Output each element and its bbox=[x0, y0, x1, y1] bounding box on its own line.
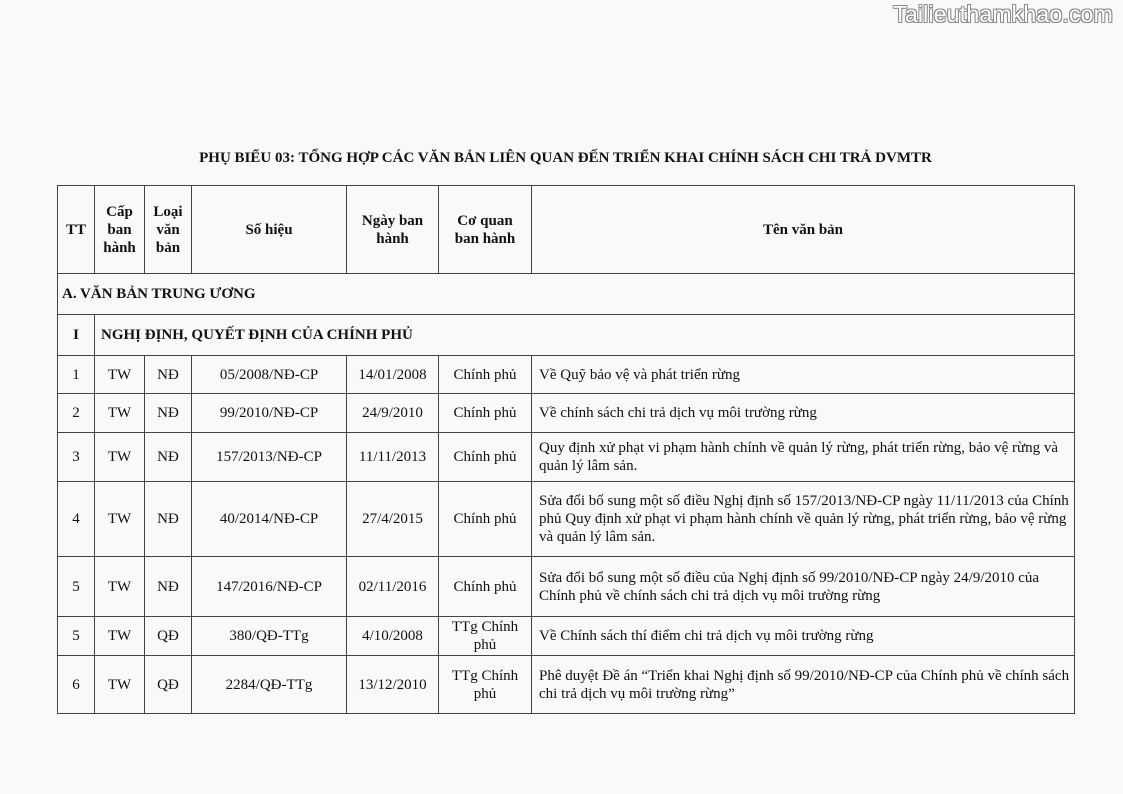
header-ngay-ban-hanh: Ngày ban hành bbox=[347, 186, 439, 274]
cell-so-hieu: 99/2010/NĐ-CP bbox=[192, 394, 347, 433]
table-row bbox=[58, 617, 1075, 656]
cell-ten-van-ban: Về Quỹ bảo vệ và phát triển rừng bbox=[532, 356, 1075, 394]
cell-ten-van-ban: Về chính sách chi trả dịch vụ môi trường rừng bbox=[532, 394, 1075, 433]
cell-cap: TW bbox=[95, 557, 145, 617]
table-row bbox=[58, 557, 1075, 617]
cell-tt: 2 bbox=[58, 394, 95, 433]
cell-loai: QĐ bbox=[145, 617, 192, 656]
cell-so-hieu: 157/2013/NĐ-CP bbox=[192, 433, 347, 482]
cell-so-hieu: 147/2016/NĐ-CP bbox=[192, 557, 347, 617]
cell-tt: 1 bbox=[58, 356, 95, 394]
subsection-title: NGHỊ ĐỊNH, QUYẾT ĐỊNH CỦA CHÍNH PHỦ bbox=[95, 315, 1075, 356]
cell-cap: TW bbox=[95, 394, 145, 433]
cell-cap: TW bbox=[95, 482, 145, 557]
table-row bbox=[58, 356, 1075, 394]
header-row bbox=[58, 186, 1075, 274]
cell-co-quan: Chính phủ bbox=[439, 482, 532, 557]
cell-ten-van-ban: Quy định xử phạt vi phạm hành chính về quản lý rừng, phát triển rừng, bảo vệ rừng và quản lý lâm sản. bbox=[532, 433, 1075, 482]
cell-co-quan: Chính phủ bbox=[439, 356, 532, 394]
cell-tt: 4 bbox=[58, 482, 95, 557]
cell-co-quan: TTg Chính phủ bbox=[439, 656, 532, 714]
cell-ngay: 14/01/2008 bbox=[347, 356, 439, 394]
cell-cap: TW bbox=[95, 433, 145, 482]
table-row bbox=[58, 394, 1075, 433]
subsection-number: I bbox=[58, 315, 95, 356]
cell-loai: NĐ bbox=[145, 482, 192, 557]
header-so-hieu: Số hiệu bbox=[192, 186, 347, 274]
documents-table bbox=[57, 185, 1075, 714]
document-title: PHỤ BIỂU 03: TỔNG HỢP CÁC VĂN BẢN LIÊN QUAN ĐẾN TRIỂN KHAI CHÍNH SÁCH CHI TRẢ DVMTR bbox=[199, 150, 932, 166]
table-row bbox=[58, 656, 1075, 714]
cell-co-quan: Chính phủ bbox=[439, 557, 532, 617]
cell-so-hieu: 2284/QĐ-TTg bbox=[192, 656, 347, 714]
cell-so-hieu: 40/2014/NĐ-CP bbox=[192, 482, 347, 557]
watermark: Tailieuthamkhao.com bbox=[893, 1, 1113, 27]
cell-loai: NĐ bbox=[145, 557, 192, 617]
cell-ten-van-ban: Phê duyệt Đề án “Triển khai Nghị định số 99/2010/NĐ-CP của Chính phủ về chính sách chi trả dịch vụ môi trường rừng” bbox=[532, 656, 1075, 714]
cell-ngay: 4/10/2008 bbox=[347, 617, 439, 656]
cell-tt: 6 bbox=[58, 656, 95, 714]
header-loai-van-ban: Loại văn bản bbox=[145, 186, 192, 274]
cell-ngay: 27/4/2015 bbox=[347, 482, 439, 557]
cell-loai: NĐ bbox=[145, 356, 192, 394]
cell-loai: QĐ bbox=[145, 656, 192, 714]
cell-ngay: 11/11/2013 bbox=[347, 433, 439, 482]
cell-co-quan: TTg Chính phủ bbox=[439, 617, 532, 656]
cell-tt: 5 bbox=[58, 557, 95, 617]
header-tt: TT bbox=[58, 186, 95, 274]
cell-so-hieu: 380/QĐ-TTg bbox=[192, 617, 347, 656]
header-co-quan: Cơ quan ban hành bbox=[439, 186, 532, 274]
cell-co-quan: Chính phủ bbox=[439, 433, 532, 482]
cell-so-hieu: 05/2008/NĐ-CP bbox=[192, 356, 347, 394]
cell-loai: NĐ bbox=[145, 433, 192, 482]
section-title: A. VĂN BẢN TRUNG ƯƠNG bbox=[58, 274, 1075, 315]
cell-tt: 3 bbox=[58, 433, 95, 482]
cell-cap: TW bbox=[95, 656, 145, 714]
cell-ngay: 24/9/2010 bbox=[347, 394, 439, 433]
cell-co-quan: Chính phủ bbox=[439, 394, 532, 433]
cell-ngay: 13/12/2010 bbox=[347, 656, 439, 714]
cell-cap: TW bbox=[95, 617, 145, 656]
table-row bbox=[58, 433, 1075, 482]
cell-ten-van-ban: Sửa đổi bổ sung một số điều Nghị định số 157/2013/NĐ-CP ngày 11/11/2013 của Chính phủ Quy định xử phạt vi phạm hành chính về quản lý rừng, phát triển rừng, bảo vệ rừng và quản lý lâm sản. bbox=[532, 482, 1075, 557]
cell-ten-van-ban: Sửa đổi bổ sung một số điều của Nghị định số 99/2010/NĐ-CP ngày 24/9/2010 của Chính phủ về chính sách chi trả dịch vụ môi trường rừng bbox=[532, 557, 1075, 617]
cell-ngay: 02/11/2016 bbox=[347, 557, 439, 617]
cell-loai: NĐ bbox=[145, 394, 192, 433]
cell-cap: TW bbox=[95, 356, 145, 394]
header-ten-van-ban: Tên văn bản bbox=[532, 186, 1075, 274]
cell-tt: 5 bbox=[58, 617, 95, 656]
header-cap-ban-hanh: Cấp ban hành bbox=[95, 186, 145, 274]
subsection-row bbox=[58, 315, 1075, 356]
section-row bbox=[58, 274, 1075, 315]
cell-ten-van-ban: Về Chính sách thí điểm chi trả dịch vụ môi trường rừng bbox=[532, 617, 1075, 656]
table-row bbox=[58, 482, 1075, 557]
